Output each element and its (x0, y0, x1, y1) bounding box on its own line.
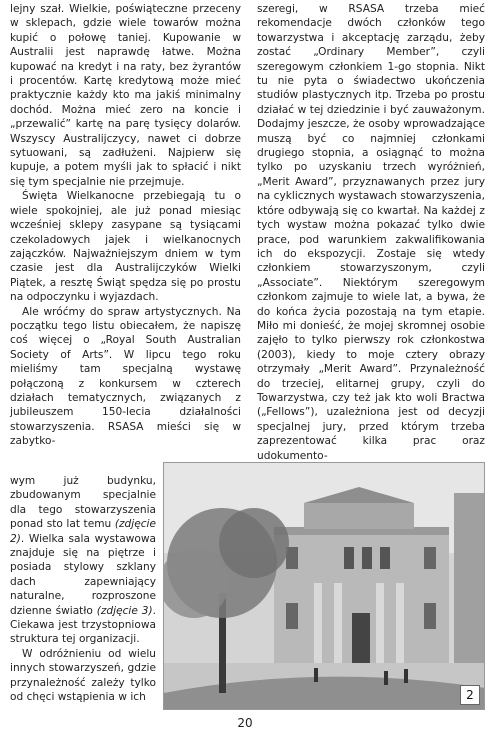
text-span: wym już budynku, zbudowanym specjalnie dla tego stowarzyszenia ponad sto lat temu (10, 475, 156, 531)
photo-number-badge: 2 (460, 685, 480, 705)
paragraph: szeregi, w RSASA trzeba mieć rekomendacje dwóch członków tego towarzystwa i akceptację zarządu, żeby zostać „Ordinary Member”, czyli szeregowym członkiem 1-go stopnia. Nikt tu nie pyta o świadectwo ukończenia studiów plastycznych itp. Trzeba po prostu działać w tej dziedzinie i być zauważonym. Dodajmy jeszcze, że osoby wprowadzające muszą być co najmniej członkami drugiego stopnia, a osiągnąć to można tylko po uzyskaniu trzech wyróżnień, „Merit Award”, przyznawanych przez jury na cyklicznych wystawach stowarzyszenia, które odbywają się co kwartał. Na każdej z tych wystaw można pokazać tylko dwie prace, pod warunkiem zakwalifikowania ich do ekspozycji. Zostaje się wtedy członkiem stowarzyszonym, czyli „Associate”. Niektórym szeregowym członkom zajmuje to wiele lat, a bywa, że do końca życia pozostają na tym etapie. Miło mi donieść, że mojej skromnej osobie zajęło to tylko pierwszy rok członkostwa (2003), kiedy to moje cztery obrazy otrzymały „Merit Award”. Przynależność do trzeciej, elitarnej grupy, czyli do Towarzystwa, czy też jak kto woli Bractwa („Fellows”), uzależniona jest od decyzji specjalnej jury, przed którym trzeba zaprezentować kilka prac oraz udokumento- (257, 3, 485, 462)
paragraph (10, 474, 156, 647)
paragraph: W odróżnieniu od wielu innych stowarzyszeń, gdzie przynależność zależy tylko od chęci wstąpienia w ich (10, 647, 156, 704)
left-column-top (10, 2, 241, 449)
paragraph: Ale wróćmy do spraw artystycznych. Na początku tego listu obiecałem, że napiszę coś więcej o „Royal South Australian Society of Arts”. W lipcu tego roku mieliśmy tam specjalną wystawę połączoną z konkursem w czterech działach tematycznych, związanych z jubileuszem 150-lecia działalności stowarzyszenia. RSASA mieści się w zabytko- (10, 305, 241, 448)
text-span: . Wielka sala wystawowa znajduje się na piętrze i posiada stylowy szklany dach zapewniający naturalne, rozproszone dzienne światło (10, 532, 156, 617)
page-number: 20 (237, 716, 253, 730)
photo-reference: (zdjęcie 2) (10, 518, 156, 545)
text-span: . Ciekawa jest trzystopniowa struktura tej organizacji. (10, 604, 156, 646)
right-column (257, 2, 485, 463)
paragraph: lejny szał. Wielkie, poświąteczne przeceny w sklepach, gdzie wiele towarów można kupić o połowę taniej. Kupowanie w Australii jest naprawdę łatwe. Można kupować na kredyt i na raty, bez żyrantów i procentów. Kartę kredytową może mieć praktycznie każdy kto ma jakiś minimalny dochód. Można mieć zero na koncie i „przewalić” kartę na parę tysięcy dolarów. Wszyscy Australijczycy, nawet ci dobrze sytuowani, są zadłużeni. Najpierw się kupuje, a potem myśli jak to spłacić i nikt się tym specjalnie nie przejmuje. (10, 3, 241, 188)
building-illustration (164, 463, 485, 710)
photo-reference: (zdjęcie 3) (96, 604, 153, 617)
left-column-wrapped-text (10, 474, 156, 705)
building-photo (163, 462, 485, 710)
paragraph: Święta Wielkanocne przebiegają tu o wiele spokojniej, ale już ponad miesiąc wcześniej sklepy zasypane są tysiącami czekoladowych jajek i wielkanocnych zajączków. Najważniejszym dniem w tym czasie jest dla Australijczyków Wielki Piątek, a resztę Świąt spędza się po prostu na odpoczynku i wyjazdach. (10, 190, 241, 304)
